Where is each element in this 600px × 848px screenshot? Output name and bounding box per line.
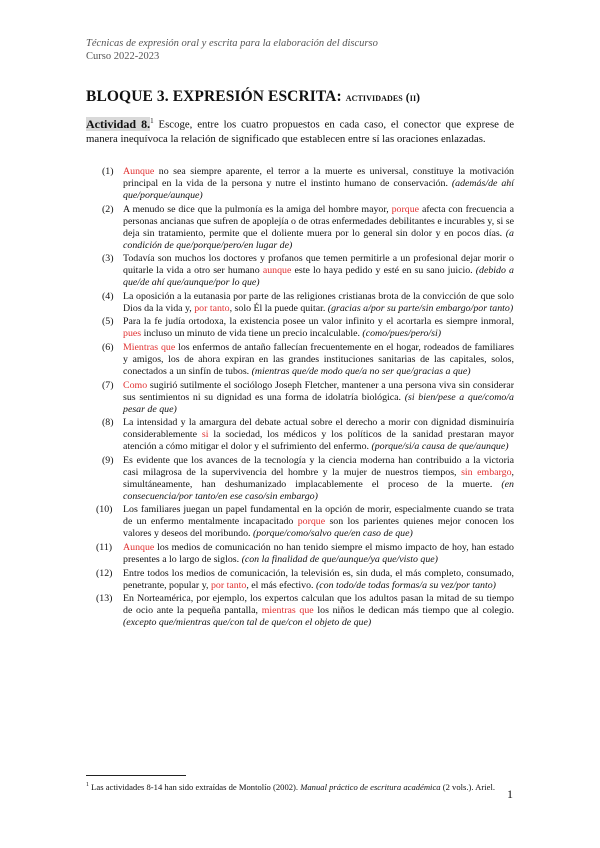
item-text-before: Entre todos los medios de comunicación, la televisión es, sin duda, el más completo, consumado, penetrante, popular y,	[123, 567, 514, 591]
list-item	[86, 342, 514, 378]
activity-instructions	[86, 114, 514, 146]
list-item	[86, 542, 514, 566]
selected-connector: Mientras que	[123, 341, 176, 353]
item-number: (3)	[102, 253, 114, 265]
item-text-before: Es evidente que los avances de la tecnología y la ciencia moderna han contribuido a la victoria casi milagrosa de la supervivencia del hombre y la mujer de nuestros tiempos,	[123, 454, 514, 478]
selected-connector: porque	[391, 203, 420, 215]
selected-connector: sin embargo	[461, 466, 512, 478]
item-text-before: A menudo se dice que la pulmonía es la amiga del hombre mayor,	[123, 203, 392, 215]
selected-connector: pues	[123, 328, 142, 340]
exercise-list	[86, 166, 514, 631]
item-text-before: Para la fe judía ortodoxa, la existencia posee un valor infinito y el acortarla es siempre inmoral,	[123, 316, 514, 328]
connector-options: (como/pues/pero/si)	[362, 328, 442, 340]
footnote	[86, 780, 516, 793]
page-header	[86, 38, 378, 63]
item-text-after: , el más efectivo.	[246, 579, 316, 591]
item-text-after: los niños le dedican más tiempo que al colegio.	[313, 605, 514, 617]
list-item	[86, 253, 514, 289]
item-number: (12)	[96, 567, 113, 579]
connector-options: (si bien/pese a que/como/a pesar de que)	[123, 391, 514, 415]
list-item	[86, 166, 514, 202]
connector-options: (mientras que/de modo que/a no ser que/gracias a que)	[251, 365, 471, 377]
connector-options: (con la finalidad de que/aunque/ya que/visto que)	[241, 553, 438, 565]
activity-label: Actividad 8.	[86, 116, 151, 131]
item-number: (8)	[102, 417, 114, 429]
item-text-before: La intensidad y la amargura del debate actual sobre el derecho a morir con dignidad disminuiría considerablemente	[123, 417, 514, 441]
item-text-after: los enfermos de antaño fallecían frecuentemente en el hogar, rodeados de familiares y amigos, los de ahora expiran en las grandes instituciones sanitarias de las capitales, solos, conectados a un sinfín de tubos.	[123, 341, 514, 377]
connector-options: (excepto que/mientras que/con tal de que/con el objeto de que)	[123, 617, 372, 629]
selected-connector: aunque	[262, 265, 292, 277]
item-number: (2)	[102, 203, 114, 215]
list-item	[86, 455, 514, 503]
list-item	[86, 291, 514, 315]
item-number: (4)	[102, 290, 114, 302]
item-text-after: , simultáneamente, han deshumanizado implacablemente el proceso de la muerte.	[123, 466, 514, 490]
list-item	[86, 204, 514, 252]
item-number: (1)	[102, 166, 114, 177]
list-item	[86, 568, 514, 592]
item-text-before: Los familiares juegan un papel fundamental en la opción de morir, especialmente cuando se trata de un enfermo mentalmente incapacitado	[123, 504, 514, 528]
item-number: (13)	[96, 593, 113, 605]
item-number: (5)	[102, 316, 114, 328]
item-text-after: la sociedad, los médicos y los políticos de la sanidad prestaran mayor atención a cómo mitigar el dolor y el sufrimiento del enfermo.	[123, 429, 515, 453]
item-text-before: Todavía son muchos los doctores y profanos que temen permitirle a un profesional dejar morir o quitarle la vida a otro ser humano	[123, 253, 514, 277]
connector-options: (a condición de que/porque/pero/en lugar de)	[123, 227, 514, 251]
item-text-after: este lo haya pedido y esté en su sano juicio.	[291, 265, 476, 277]
footnote-divider	[86, 775, 186, 776]
item-number: (6)	[102, 341, 114, 353]
footnote-text-end: (2 vols.). Ariel.	[440, 781, 495, 792]
course-name: Técnicas de expresión oral y escrita para la elaboración del discurso	[86, 38, 378, 49]
item-number: (10)	[96, 504, 113, 516]
item-text-after: , solo Él la puede quitar.	[229, 302, 328, 314]
item-text-before: En Norteamérica, por ejemplo, los expertos calculan que los adultos pasan la mitad de su tiempo de ocio ante la pequeña pantalla,	[123, 593, 514, 617]
item-text-before: La oposición a la eutanasia por parte de las religiones cristianas brota de la convicción de que solo Dios da la vida y,	[123, 290, 514, 314]
item-text-after: incluso un minuto de vida tiene un precio incalculable.	[141, 328, 363, 340]
footnote-text: Las actividades 8-14 han sido extraídas de Montolío (2002).	[89, 781, 301, 792]
list-item	[86, 380, 514, 416]
connector-options: (porque/como/salvo que/en caso de que)	[253, 528, 413, 540]
footnote-reference: 1	[150, 117, 154, 125]
instruction-text: Escoge, entre los cuatro propuestos en cada caso, el conector que exprese de manera inequívoca la relación de significado que establecen entre sí las oraciones enlazadas.	[86, 118, 514, 145]
item-text-after: afecta con frecuencia a personas ancianas que sufren de apoplejía o de otras enfermedades debilitantes e incurables y, si se deja sin tratamiento, permite que el doliente muera por lo general sin dolor y en pocos días.	[123, 203, 514, 239]
footnote-book-title: Manual práctico de escritura académica	[300, 781, 441, 792]
item-text-after: los medios de comunicación no han tenido siempre el mismo impacto de hoy, han estado presentes a lo largo de siglos.	[123, 541, 514, 565]
page-title	[86, 88, 420, 106]
list-item	[86, 316, 514, 340]
selected-connector: por tanto	[210, 579, 247, 591]
selected-connector: por tanto	[194, 302, 230, 314]
item-number: (9)	[102, 454, 114, 466]
selected-connector: mientras que	[261, 605, 314, 617]
selected-connector: porque	[297, 516, 326, 528]
list-item	[86, 593, 514, 629]
selected-connector: Como	[123, 379, 148, 391]
item-text-after: no sea siempre aparente, el terror a la muerte es universal, constituye la motivación principal en la vida de la persona y nutre el instinto humano de conservación.	[123, 166, 514, 189]
item-number: (11)	[96, 541, 113, 553]
title-sub: actividades (ii)	[345, 92, 421, 104]
connector-options: (con todo/de todas formas/a su vez/por tanto)	[315, 579, 496, 591]
connector-options: (porque/si/a causa de que/aunque)	[371, 441, 509, 453]
connector-options: (además/de ahí que/porque/aunque)	[123, 178, 514, 201]
item-number: (7)	[102, 379, 114, 391]
page-number: 1	[507, 787, 513, 801]
item-text-after: son los parientes quienes mejor conocen los valores y deseos del moribundo.	[123, 516, 514, 540]
item-text-after: sugirió sutilmente el sociólogo Joseph Fletcher, mantener a una persona viva sin considerar sus sentimientos ni su dignidad es una forma de idolatría biológica.	[123, 379, 514, 403]
selected-connector: si	[201, 429, 209, 441]
list-item	[86, 504, 514, 540]
selected-connector: Aunque	[123, 166, 155, 177]
connector-options: (debido a que/de ahí que/aunque/por lo que)	[123, 265, 514, 289]
connector-options: (en consecuencia/por tanto/en ese caso/sin embargo)	[123, 478, 514, 502]
footnote-number: 1	[86, 782, 89, 788]
list-item	[86, 417, 514, 453]
course-year: Curso 2022-2023	[86, 50, 160, 62]
connector-options: (gracias a/por su parte/sin embargo/por tanto)	[327, 302, 514, 314]
title-main: BLOQUE 3. EXPRESIÓN ESCRITA:	[86, 88, 342, 105]
selected-connector: Aunque	[123, 541, 155, 553]
